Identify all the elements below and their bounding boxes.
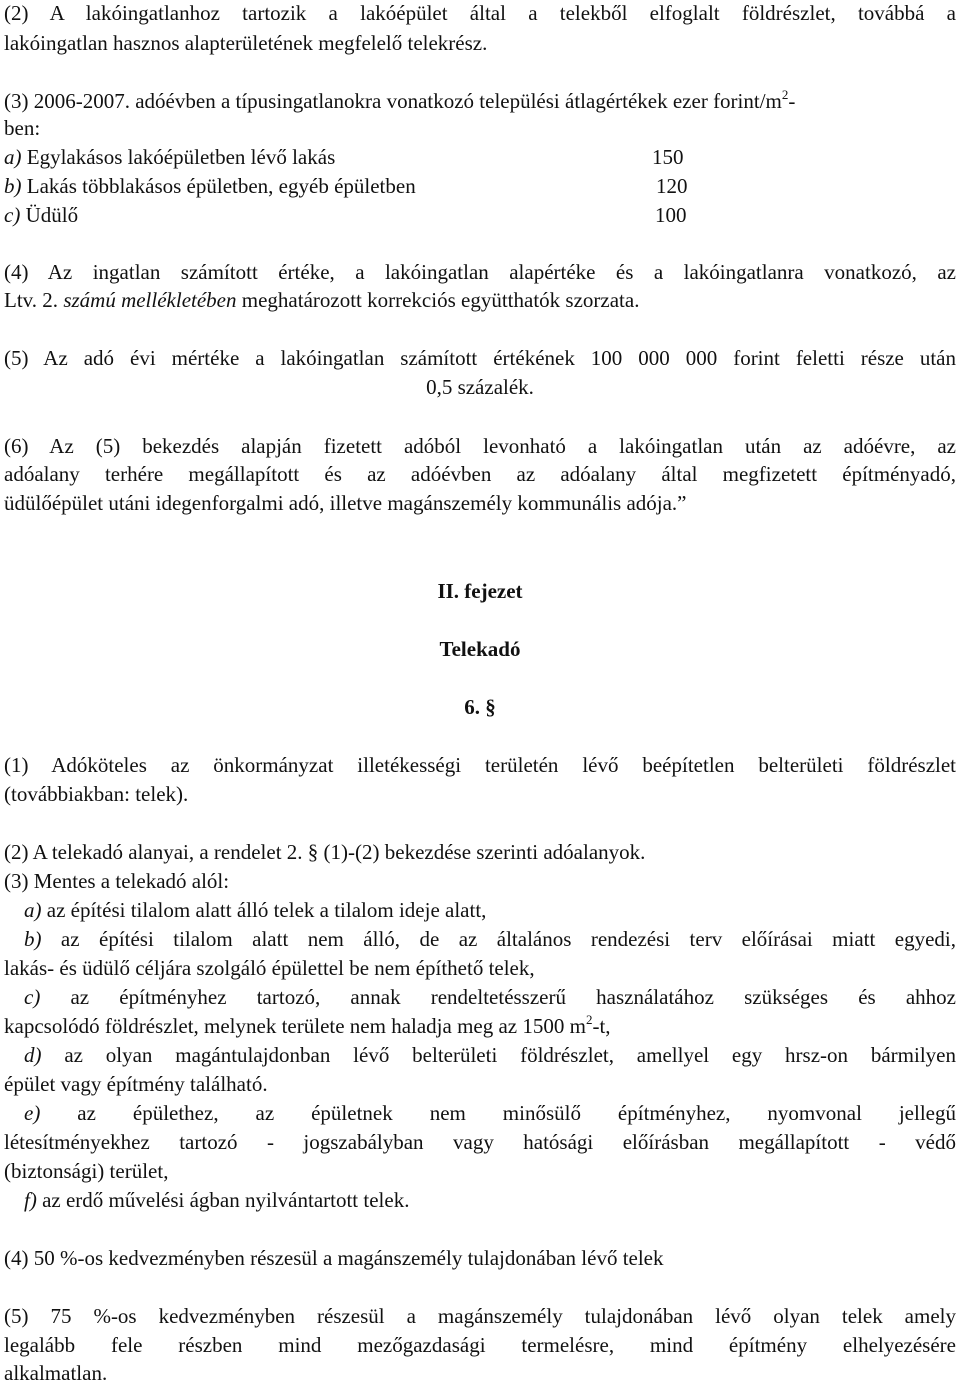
s6-2: (2) A telekadó alanyai, a rendelet 2. § (1)-(2) bekezdése szerinti adóalanyok.	[4, 840, 646, 864]
section-heading: 6. §	[464, 695, 496, 719]
p5-line-1: (5) Az adó évi mértéke a lakóingatlan számított értékének 100 000 000 forint feletti része után	[4, 346, 956, 370]
type-row-a: a) Egylakásos lakóépületben lévő lakás	[4, 145, 336, 169]
type-value-a: 150	[652, 145, 684, 169]
exemption-e-line-2: létesítményekhez tartozó - jogszabályban vagy hatósági előírásban megállapított - védő	[4, 1130, 956, 1154]
p4-line-1: (4) Az ingatlan számított értéke, a lakóingatlan alapértéke és a lakóingatlanra vonatkozó, az	[4, 260, 956, 284]
chapter-heading: II. fejezet	[437, 579, 523, 603]
exemption-e-line-3: (biztonsági) terület,	[4, 1159, 169, 1183]
s6-3: (3) Mentes a telekadó alól:	[4, 869, 230, 893]
exemption-c-line-2: kapcsolódó földrészlet, melynek területe nem haladja meg az 1500 $m^2-t$,	[4, 1012, 611, 1038]
p6-line-1: (6) Az (5) bekezdés alapján fizetett adóból levonható a lakóingatlan után az adóévre, az	[4, 434, 956, 458]
s6-4: (4) 50 %-os kedvezményben részesül a magánszemély tulajdonában lévő telek	[4, 1246, 664, 1270]
exemption-e-line-1: e) az épülethez, az épületnek nem minősülő építményhez, nyomvonal jellegű	[24, 1101, 956, 1125]
exemption-d-line-2: épület vagy építmény található.	[4, 1072, 268, 1096]
p6-line-3: üdülőépület utáni idegenforgalmi adó, illetve magánszemély kommunális adója.”	[4, 491, 687, 515]
p3-line-2: ben:	[4, 116, 41, 140]
exemption-c-line-1: c) az építményhez tartozó, annak rendeltetésszerű használatához szükséges és ahhoz	[24, 985, 956, 1009]
s6-1-line-1: (1) Adóköteles az önkormányzat illetékességi területén lévő beépítetlen belterületi földrészlet	[4, 753, 956, 777]
exemption-f: f) az erdő művelési ágban nyilvántartott telek.	[24, 1188, 410, 1212]
type-value-b: 120	[656, 174, 688, 198]
s6-5-line-1: (5) 75 %-os kedvezményben részesül a magánszemély tulajdonában lévő olyan telek amely	[4, 1304, 956, 1328]
exemption-a: a) az építési tilalom alatt álló telek a tilalom ideje alatt,	[24, 898, 487, 922]
chapter-title: Telekadó	[439, 637, 521, 661]
type-row-b: b) Lakás többlakásos épületben, egyéb épületben	[4, 174, 416, 198]
p2-line-2: lakóingatlan hasznos alapterületének megfelelő telekrész.	[4, 31, 488, 55]
type-row-c: c) Üdülő	[4, 203, 79, 227]
s6-1-line-2: (továbbiakban: telek).	[4, 782, 189, 806]
p2-line-1: (2) A lakóingatlanhoz tartozik a lakóépület által a telekből elfoglalt földrészlet, továbbá a	[4, 1, 956, 25]
p6-line-2: adóalany terhére megállapított és az adóévben az adóalany által megfizetett építményadó,	[4, 462, 956, 486]
exemption-b-line-1: b) az építési tilalom alatt nem álló, de az általános rendezési terv előírásai miatt egyedi,	[24, 927, 956, 951]
exemption-d-line-1: d) az olyan magántulajdonban lévő belterületi földrészlet, amellyel egy hrsz-on bármilyen	[24, 1043, 956, 1067]
s6-5-line-2: legalább fele részben mind mezőgazdasági termelésre, mind építmény elhelyezésére	[4, 1333, 956, 1357]
p4-line-2: Ltv. 2. számú mellékletében meghatározott korrekciós együtthatók szorzata.	[4, 288, 640, 312]
s6-5-line-3: alkalmatlan.	[4, 1361, 108, 1385]
p3-line-1: (3) 2006-2007. adóévben a típusingatlanokra vonatkozó települési átlagértékek ezer forint/$m^2-$	[4, 87, 796, 113]
p5-line-2: 0,5 százalék.	[426, 375, 534, 399]
type-value-c: 100	[655, 203, 687, 227]
exemption-b-line-2: lakás- és üdülő céljára szolgáló épülettel be nem építhető telek,	[4, 956, 535, 980]
